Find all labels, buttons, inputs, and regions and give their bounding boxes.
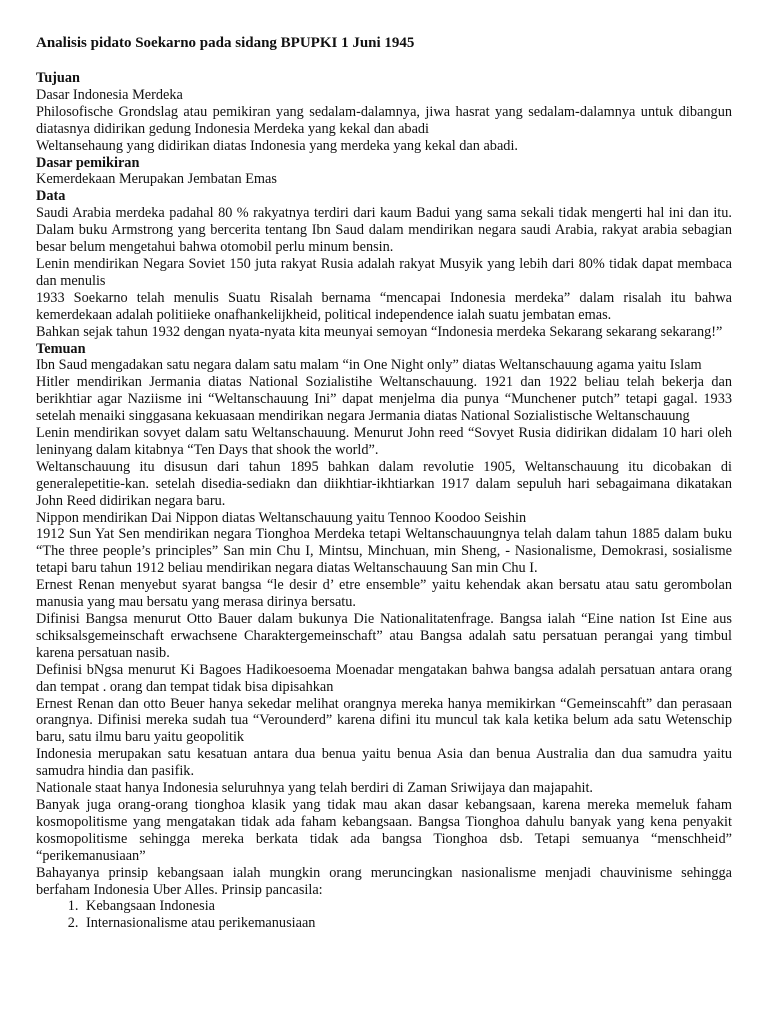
- paragraph: Indonesia merupakan satu kesatuan antara dua benua yaitu benua Asia dan benua Australia dan dua samudra yaitu samudra hindia dan pasifik.: [36, 746, 732, 780]
- paragraph: Bahkan sejak tahun 1932 dengan nyata-nyata kita meunyai semoyan “Indonesia merdeka Sekarang sekarang sekarang!”: [36, 323, 723, 340]
- section-heading: Temuan: [36, 340, 86, 357]
- paragraph: Kemerdekaan Merupakan Jembatan Emas: [36, 171, 277, 188]
- section-data: [36, 188, 732, 340]
- paragraph: Lenin mendirikan Negara Soviet 150 juta rakyat Rusia adalah rakyat Musyik yang lebih dari 80% tidak dapat membaca dan menulis: [36, 255, 732, 289]
- section-heading: Dasar pemikiran: [36, 154, 140, 171]
- section-heading: Tujuan: [36, 70, 80, 86]
- section-temuan: [36, 341, 732, 933]
- paragraph: Lenin mendirikan sovyet dalam satu Weltanschauung. Menurut John reed “Sovyet Rusia didirikan didalam 10 hari oleh leninyang dalam kitabnya “Ten Days that shook the world”.: [36, 425, 732, 458]
- list-item: 2. Internasionalisme atau perikemanusiaan: [82, 915, 732, 932]
- document-title: Analisis pidato Soekarno pada sidang BPUPKI 1 Juni 1945: [36, 35, 415, 51]
- paragraph: Philosofische Grondslag atau pemikiran yang sedalam-dalamnya, jiwa hasrat yang sedalam-dalamnya untuk dibangun diatasnya didirikan gedung Indonesia Merdeka yang kekal dan abadi: [36, 103, 732, 137]
- pancasila-principles-list: [36, 898, 732, 932]
- paragraph: Dasar Indonesia Merdeka: [36, 86, 183, 103]
- paragraph: 1933 Soekarno telah menulis Suatu Risalah bernama “mencapai Indonesia merdeka” dalam risalah itu bahwa kemerdekaan adalah politiieke onafhankelijkheid, political independence ialah suatu jembatan emas.: [36, 289, 732, 323]
- paragraph: Banyak juga orang-orang tionghoa klasik yang tidak mau akan dasar kebangsaan, karena mereka memeluk faham kosmopolitisme yang mengatakan tidak ada faham kebangsaan. Bangsa Tionghoa dahulu banyak yang kena penyakit kosmopolitisme sehingga mereka berkata tidak ada bangsa Tionghoa dsb. Tetapi semuanya “menschheid” “perikemanusiaan”: [36, 796, 732, 864]
- paragraph: Ibn Saud mengadakan satu negara dalam satu malam “in One Night only” diatas Weltanschauung agama yaitu Islam: [36, 357, 702, 374]
- section-heading: Data: [36, 188, 66, 205]
- paragraph: Definisi bNgsa menurut Ki Bagoes Hadikoesoema Moenadar mengatakan bahwa bangsa adalah persatuan antara orang dan tempat . orang dan tempat tidak bisa dipisahkan: [36, 661, 732, 695]
- paragraph: Bahayanya prinsip kebangsaan ialah mungkin orang meruncingkan nasionalisme menjadi chauvinisme sehingga berfaham Indonesia Uber Alles. Prinsip pancasila:: [36, 864, 732, 898]
- paragraph: Ernest Renan dan otto Beuer hanya sekedar melihat orangnya mereka hanya memikirkan “Gemeinscahft” dan perasaan orangnya. Difinisi mereka sudah tua “Verounderd” karena difini itu muncul tak kala ketika belum ada satu Wetenschip baru, satu ilmu baru yaitu geopolitik: [36, 695, 732, 746]
- paragraph: Weltanschauung itu disusun dari tahun 1895 bahkan dalam revolutie 1905, Weltanschauung itu dicobakan di generalepetitie-kan. setelah disedia-sediakn dan diikhtiar-ikhtiarkan 1917 dalam sepuluh hari sebagaimana dikatakan John Reed didirikan negara baru.: [36, 458, 732, 509]
- paragraph: Weltansehaung yang didirikan diatas Indonesia yang merdeka yang kekal dan abadi.: [36, 137, 518, 154]
- paragraph: Difinisi Bangsa menurut Otto Bauer dalam bukunya Die Nationalitatenfrage. Bangsa ialah “Eine nation Ist Eine aus schiksalsgemeinschaft erwachsene Charaktergemeinschaft” atau Bangsa adalah satu persatuan perangai yang timbul karena persatuan nasib.: [36, 611, 732, 661]
- paragraph: Nippon mendirikan Dai Nippon diatas Weltanschauung yaitu Tennoo Koodoo Seishin: [36, 509, 527, 526]
- paragraph: Saudi Arabia merdeka padahal 80 % rakyatnya terdiri dari kaum Badui yang sama sekali tidak mengerti hal ini dan itu. Dalam buku Armstrong yang bercerita tentang Ibn Saud dalam mendirikan negara saudi Arabia, rakyat arabia sebagian besar belum mengetahui bahwa otomobil perlu minum bensin.: [36, 205, 732, 256]
- paragraph: Hitler mendirikan Jermania diatas National Sozialistihe Weltanschauung. 1921 dan 1922 beliau telah bekerja dan berikhtiar agar Naziisme ini “Weltanschauung Ini” dapat menjelma dia punya “Munchener putch” tetapi gagal. 1933 setelah menaiki singgasana kekuasaan mendirikan negara Jermania diatas National Sozialistische Weltanschauung: [36, 374, 732, 425]
- section-dasar-pemikiran: [36, 155, 732, 189]
- section-tujuan: [36, 70, 732, 155]
- paragraph: Ernest Renan menyebut syarat bangsa “le desir d’ etre ensemble” yaitu kehendak akan bersatu atau satu gerombolan manusia yang mau bersatu yang merasa dirinya bersatu.: [36, 577, 732, 611]
- paragraph: 1912 Sun Yat Sen mendirikan negara Tionghoa Merdeka tetapi Weltanschauungnya telah dalam tahun 1885 dalam buku “The three people’s principles” San min Chu I, Mintsu, Minchuan, min Sheng, - Nasionalisme, Demokrasi, sosialisme tetapi baru tahun 1912 beliau mendirikan negara diatas Weltanschauung San min Chu I.: [36, 526, 732, 577]
- paragraph: Nationale staat hanya Indonesia seluruhnya yang telah berdiri di Zaman Sriwijaya dan majapahit.: [36, 780, 593, 797]
- list-item: 1. Kebangsaan Indonesia: [82, 898, 732, 915]
